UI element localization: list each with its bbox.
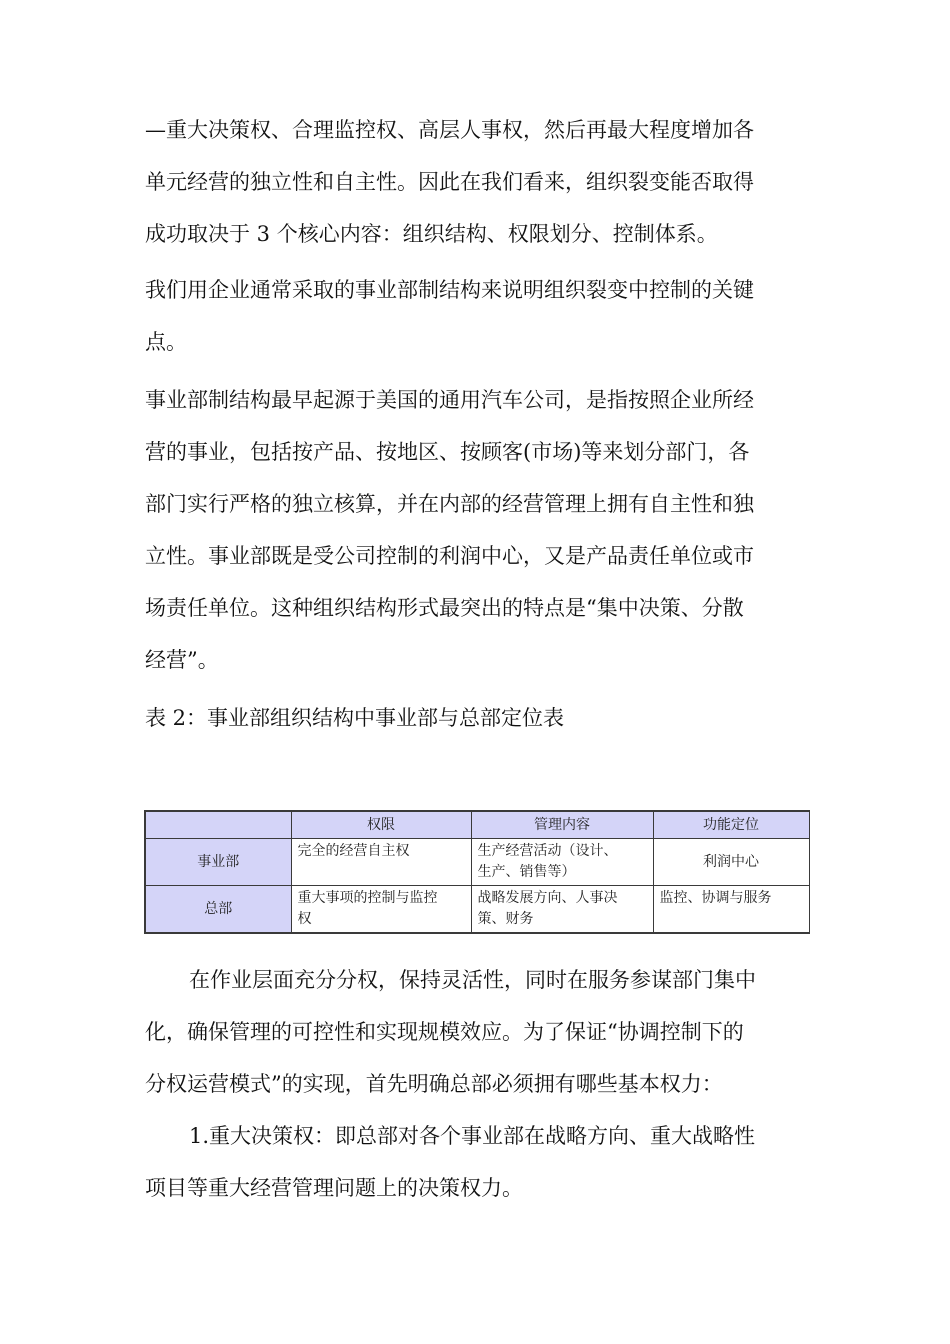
text-line: 营的事业，包括按产品、按地区、按顾客(市场)等来划分部门，各 — [145, 440, 750, 464]
table-row — [145, 886, 809, 934]
cell-function: 监控、协调与服务 — [653, 886, 809, 934]
paragraph-division-structure-definition — [145, 374, 795, 686]
positioning-table — [144, 810, 810, 934]
text-line: 场责任单位。这种组织结构形式最突出的特点是“集中决策、分散 — [145, 596, 744, 620]
text-line: 点。 — [145, 330, 187, 354]
cell-authority: 重大事项的控制与监控 权 — [291, 886, 471, 934]
paragraph-decentralization — [145, 954, 795, 1110]
text-line: 单元经营的独立性和自主性。因此在我们看来，组织裂变能否取得 — [145, 170, 754, 194]
text-line: 化，确保管理的可控性和实现规模效应。为了保证“协调控制下的 — [145, 1020, 744, 1044]
text-line: —重大决策权、合理监控权、高层人事权，然后再最大程度增加各 — [145, 118, 754, 142]
text-line: 立性。事业部既是受公司控制的利润中心，又是产品责任单位或市 — [145, 544, 754, 568]
text-line: 成功取决于 3 个核心内容：组织结构、权限划分、控制体系。 — [145, 222, 718, 246]
text-line: 我们用企业通常采取的事业部制结构来说明组织裂变中控制的关键 — [145, 278, 754, 302]
text-line: 经营”。 — [145, 648, 219, 672]
row-label-headquarters: 总部 — [145, 886, 291, 934]
text-line: 部门实行严格的独立核算，并在内部的经营管理上拥有自主性和独 — [145, 492, 754, 516]
table-header-row — [145, 811, 809, 839]
text-line: 事业部制结构最早起源于美国的通用汽车公司，是指按照企业所经 — [145, 388, 754, 412]
cell-function: 利润中心 — [653, 839, 809, 886]
text-line: 在作业层面充分分权，保持灵活性，同时在服务参谋部门集中 — [189, 968, 756, 992]
text-line: 项目等重大经营管理问题上的决策权力。 — [145, 1176, 523, 1200]
paragraph-decision-rights — [145, 104, 795, 260]
table-row — [145, 839, 809, 886]
cell-content: 生产经营活动（设计、 生产、销售等） — [471, 839, 653, 886]
paragraph-division-structure-intro — [145, 264, 795, 368]
row-label-division: 事业部 — [145, 839, 291, 886]
table-header-content: 管理内容 — [471, 811, 653, 839]
table-header-empty — [145, 811, 291, 839]
table-header-authority: 权限 — [291, 811, 471, 839]
cell-content: 战略发展方向、人事决 策、财务 — [471, 886, 653, 934]
cell-authority: 完全的经营自主权 — [291, 839, 471, 886]
text-line: 分权运营模式”的实现，首先明确总部必须拥有哪些基本权力： — [145, 1072, 723, 1096]
table-caption: 表 2：事业部组织结构中事业部与总部定位表 — [145, 706, 565, 730]
paragraph-major-decision-right — [145, 1110, 795, 1214]
text-line: 1.重大决策权：即总部对各个事业部在战略方向、重大战略性 — [189, 1124, 756, 1148]
table-header-function: 功能定位 — [653, 811, 809, 839]
